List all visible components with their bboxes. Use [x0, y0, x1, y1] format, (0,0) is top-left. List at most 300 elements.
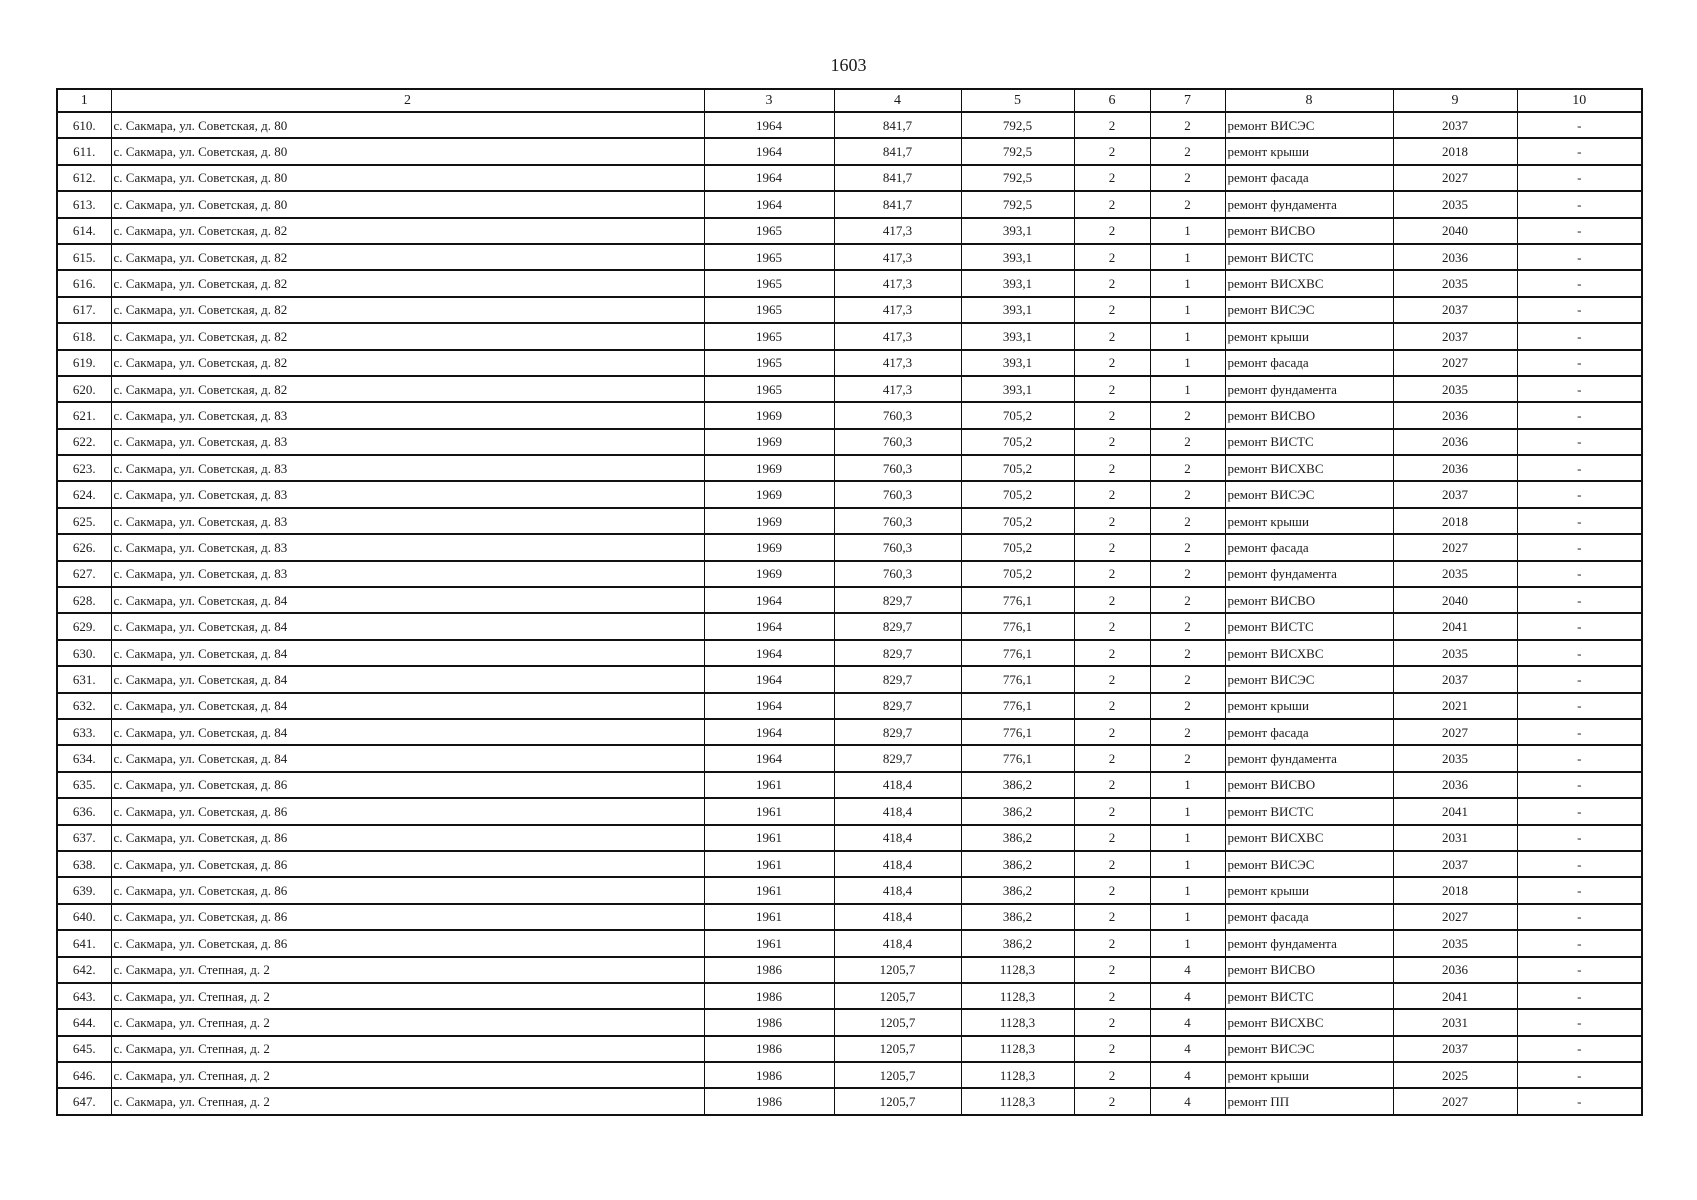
cell-floors: 2 — [1074, 666, 1150, 692]
cell-entrances: 1 — [1150, 350, 1225, 376]
cell-living-area: 705,2 — [961, 402, 1074, 428]
cell-address: с. Сакмара, ул. Степная, д. 2 — [111, 983, 704, 1009]
cell-living-area: 705,2 — [961, 561, 1074, 587]
cell-address: с. Сакмара, ул. Советская, д. 86 — [111, 877, 704, 903]
cell-address: с. Сакмара, ул. Советская, д. 84 — [111, 587, 704, 613]
cell-address: с. Сакмара, ул. Советская, д. 84 — [111, 613, 704, 639]
cell-entrances: 2 — [1150, 402, 1225, 428]
cell-floors: 2 — [1074, 402, 1150, 428]
cell-row-number: 647. — [57, 1088, 111, 1114]
cell-planned-year: 2037 — [1393, 297, 1517, 323]
cell-floors: 2 — [1074, 244, 1150, 270]
table-row — [57, 508, 1642, 534]
cell-total-area: 829,7 — [834, 587, 961, 613]
cell-note: - — [1517, 191, 1642, 217]
cell-address: с. Сакмара, ул. Советская, д. 82 — [111, 297, 704, 323]
cell-row-number: 644. — [57, 1009, 111, 1035]
cell-living-area: 792,5 — [961, 165, 1074, 191]
cell-repair-type: ремонт ВИСВО — [1225, 218, 1393, 244]
cell-entrances: 2 — [1150, 191, 1225, 217]
cell-floors: 2 — [1074, 191, 1150, 217]
cell-living-area: 776,1 — [961, 745, 1074, 771]
cell-note: - — [1517, 138, 1642, 164]
cell-floors: 2 — [1074, 957, 1150, 983]
cell-note: - — [1517, 957, 1642, 983]
cell-entrances: 4 — [1150, 1009, 1225, 1035]
table-row — [57, 798, 1642, 824]
table-row — [57, 244, 1642, 270]
cell-build-year: 1986 — [704, 1062, 834, 1088]
cell-floors: 2 — [1074, 904, 1150, 930]
cell-address: с. Сакмара, ул. Степная, д. 2 — [111, 957, 704, 983]
cell-floors: 2 — [1074, 508, 1150, 534]
cell-build-year: 1965 — [704, 218, 834, 244]
cell-row-number: 621. — [57, 402, 111, 428]
table-row — [57, 983, 1642, 1009]
cell-floors: 2 — [1074, 1062, 1150, 1088]
cell-floors: 2 — [1074, 877, 1150, 903]
cell-total-area: 760,3 — [834, 561, 961, 587]
cell-entrances: 1 — [1150, 297, 1225, 323]
cell-entrances: 2 — [1150, 719, 1225, 745]
cell-address: с. Сакмара, ул. Советская, д. 83 — [111, 561, 704, 587]
cell-note: - — [1517, 376, 1642, 402]
cell-repair-type: ремонт фасада — [1225, 165, 1393, 191]
cell-repair-type: ремонт ВИСВО — [1225, 957, 1393, 983]
cell-entrances: 2 — [1150, 112, 1225, 138]
cell-row-number: 634. — [57, 745, 111, 771]
cell-repair-type: ремонт крыши — [1225, 138, 1393, 164]
cell-living-area: 393,1 — [961, 270, 1074, 296]
cell-build-year: 1969 — [704, 455, 834, 481]
cell-floors: 2 — [1074, 640, 1150, 666]
cell-floors: 2 — [1074, 112, 1150, 138]
cell-floors: 2 — [1074, 323, 1150, 349]
cell-planned-year: 2040 — [1393, 587, 1517, 613]
table-row — [57, 1088, 1642, 1114]
cell-row-number: 612. — [57, 165, 111, 191]
cell-floors: 2 — [1074, 745, 1150, 771]
cell-repair-type: ремонт ВИСЭС — [1225, 481, 1393, 507]
cell-repair-type: ремонт фундамента — [1225, 376, 1393, 402]
cell-build-year: 1964 — [704, 719, 834, 745]
cell-note: - — [1517, 270, 1642, 296]
cell-note: - — [1517, 825, 1642, 851]
table-header — [57, 89, 1642, 112]
cell-repair-type: ремонт ВИСХВС — [1225, 640, 1393, 666]
cell-total-area: 760,3 — [834, 455, 961, 481]
cell-total-area: 841,7 — [834, 191, 961, 217]
cell-floors: 2 — [1074, 1009, 1150, 1035]
column-header-8: 8 — [1225, 89, 1393, 112]
table-row — [57, 138, 1642, 164]
cell-note: - — [1517, 297, 1642, 323]
cell-build-year: 1964 — [704, 693, 834, 719]
cell-total-area: 841,7 — [834, 138, 961, 164]
cell-entrances: 2 — [1150, 534, 1225, 560]
cell-build-year: 1965 — [704, 270, 834, 296]
cell-planned-year: 2031 — [1393, 825, 1517, 851]
cell-floors: 2 — [1074, 376, 1150, 402]
table-row — [57, 930, 1642, 956]
cell-address: с. Сакмара, ул. Советская, д. 83 — [111, 429, 704, 455]
cell-build-year: 1986 — [704, 1088, 834, 1114]
cell-address: с. Сакмара, ул. Советская, д. 86 — [111, 851, 704, 877]
cell-note: - — [1517, 508, 1642, 534]
table-row — [57, 1062, 1642, 1088]
cell-note: - — [1517, 851, 1642, 877]
cell-total-area: 418,4 — [834, 772, 961, 798]
cell-row-number: 616. — [57, 270, 111, 296]
cell-planned-year: 2036 — [1393, 429, 1517, 455]
cell-repair-type: ремонт ВИСХВС — [1225, 1009, 1393, 1035]
cell-build-year: 1961 — [704, 877, 834, 903]
cell-row-number: 643. — [57, 983, 111, 1009]
table-row — [57, 904, 1642, 930]
table-row — [57, 640, 1642, 666]
cell-living-area: 792,5 — [961, 138, 1074, 164]
cell-row-number: 613. — [57, 191, 111, 217]
cell-living-area: 393,1 — [961, 376, 1074, 402]
cell-living-area: 1128,3 — [961, 1088, 1074, 1114]
cell-entrances: 1 — [1150, 825, 1225, 851]
cell-repair-type: ремонт ВИСЭС — [1225, 112, 1393, 138]
cell-repair-type: ремонт ВИСВО — [1225, 587, 1393, 613]
cell-total-area: 829,7 — [834, 640, 961, 666]
cell-address: с. Сакмара, ул. Советская, д. 80 — [111, 112, 704, 138]
cell-address: с. Сакмара, ул. Советская, д. 86 — [111, 798, 704, 824]
cell-row-number: 617. — [57, 297, 111, 323]
cell-address: с. Сакмара, ул. Советская, д. 84 — [111, 693, 704, 719]
cell-living-area: 386,2 — [961, 851, 1074, 877]
cell-note: - — [1517, 904, 1642, 930]
cell-repair-type: ремонт фасада — [1225, 350, 1393, 376]
cell-total-area: 760,3 — [834, 402, 961, 428]
cell-entrances: 4 — [1150, 1062, 1225, 1088]
cell-floors: 2 — [1074, 455, 1150, 481]
cell-note: - — [1517, 613, 1642, 639]
cell-total-area: 417,3 — [834, 244, 961, 270]
cell-entrances: 1 — [1150, 877, 1225, 903]
cell-address: с. Сакмара, ул. Советская, д. 83 — [111, 534, 704, 560]
cell-address: с. Сакмара, ул. Советская, д. 82 — [111, 350, 704, 376]
cell-total-area: 829,7 — [834, 693, 961, 719]
cell-note: - — [1517, 1062, 1642, 1088]
cell-row-number: 627. — [57, 561, 111, 587]
cell-planned-year: 2027 — [1393, 534, 1517, 560]
cell-planned-year: 2035 — [1393, 376, 1517, 402]
table-row — [57, 270, 1642, 296]
cell-entrances: 1 — [1150, 798, 1225, 824]
cell-note: - — [1517, 1009, 1642, 1035]
cell-total-area: 1205,7 — [834, 983, 961, 1009]
cell-living-area: 705,2 — [961, 481, 1074, 507]
cell-repair-type: ремонт ПП — [1225, 1088, 1393, 1114]
cell-living-area: 1128,3 — [961, 983, 1074, 1009]
table-row — [57, 666, 1642, 692]
cell-repair-type: ремонт фасада — [1225, 904, 1393, 930]
cell-build-year: 1965 — [704, 376, 834, 402]
cell-total-area: 418,4 — [834, 798, 961, 824]
cell-total-area: 417,3 — [834, 270, 961, 296]
cell-floors: 2 — [1074, 587, 1150, 613]
cell-entrances: 2 — [1150, 481, 1225, 507]
cell-row-number: 619. — [57, 350, 111, 376]
cell-repair-type: ремонт ВИСХВС — [1225, 455, 1393, 481]
cell-planned-year: 2025 — [1393, 1062, 1517, 1088]
column-header-3: 3 — [704, 89, 834, 112]
cell-address: с. Сакмара, ул. Советская, д. 83 — [111, 508, 704, 534]
cell-total-area: 1205,7 — [834, 1062, 961, 1088]
cell-build-year: 1964 — [704, 138, 834, 164]
table-row — [57, 402, 1642, 428]
cell-build-year: 1969 — [704, 508, 834, 534]
cell-planned-year: 2027 — [1393, 904, 1517, 930]
cell-living-area: 1128,3 — [961, 1009, 1074, 1035]
cell-build-year: 1964 — [704, 112, 834, 138]
column-header-7: 7 — [1150, 89, 1225, 112]
cell-entrances: 2 — [1150, 455, 1225, 481]
cell-living-area: 386,2 — [961, 877, 1074, 903]
table-row — [57, 587, 1642, 613]
cell-planned-year: 2027 — [1393, 350, 1517, 376]
cell-entrances: 1 — [1150, 376, 1225, 402]
cell-row-number: 642. — [57, 957, 111, 983]
cell-row-number: 628. — [57, 587, 111, 613]
cell-entrances: 1 — [1150, 851, 1225, 877]
cell-build-year: 1969 — [704, 481, 834, 507]
cell-floors: 2 — [1074, 1088, 1150, 1114]
cell-row-number: 625. — [57, 508, 111, 534]
cell-address: с. Сакмара, ул. Советская, д. 82 — [111, 376, 704, 402]
cell-entrances: 4 — [1150, 957, 1225, 983]
cell-living-area: 386,2 — [961, 825, 1074, 851]
cell-address: с. Сакмара, ул. Советская, д. 84 — [111, 640, 704, 666]
cell-address: с. Сакмара, ул. Советская, д. 86 — [111, 930, 704, 956]
cell-living-area: 393,1 — [961, 297, 1074, 323]
cell-floors: 2 — [1074, 719, 1150, 745]
cell-build-year: 1969 — [704, 561, 834, 587]
cell-living-area: 705,2 — [961, 429, 1074, 455]
cell-floors: 2 — [1074, 983, 1150, 1009]
cell-repair-type: ремонт ВИСЭС — [1225, 1036, 1393, 1062]
cell-floors: 2 — [1074, 693, 1150, 719]
cell-address: с. Сакмара, ул. Советская, д. 84 — [111, 745, 704, 771]
cell-living-area: 776,1 — [961, 587, 1074, 613]
cell-row-number: 620. — [57, 376, 111, 402]
cell-repair-type: ремонт ВИСТС — [1225, 244, 1393, 270]
cell-entrances: 4 — [1150, 1088, 1225, 1114]
cell-living-area: 776,1 — [961, 640, 1074, 666]
cell-planned-year: 2041 — [1393, 613, 1517, 639]
cell-living-area: 386,2 — [961, 772, 1074, 798]
cell-row-number: 638. — [57, 851, 111, 877]
table-row — [57, 323, 1642, 349]
cell-planned-year: 2037 — [1393, 481, 1517, 507]
table-row — [57, 455, 1642, 481]
cell-total-area: 1205,7 — [834, 1088, 961, 1114]
cell-floors: 2 — [1074, 481, 1150, 507]
cell-repair-type: ремонт фундамента — [1225, 930, 1393, 956]
cell-note: - — [1517, 534, 1642, 560]
table-row — [57, 745, 1642, 771]
cell-repair-type: ремонт фасада — [1225, 534, 1393, 560]
cell-row-number: 632. — [57, 693, 111, 719]
cell-build-year: 1964 — [704, 587, 834, 613]
cell-entrances: 2 — [1150, 693, 1225, 719]
cell-planned-year: 2035 — [1393, 561, 1517, 587]
cell-entrances: 2 — [1150, 745, 1225, 771]
cell-floors: 2 — [1074, 165, 1150, 191]
cell-planned-year: 2041 — [1393, 983, 1517, 1009]
cell-note: - — [1517, 429, 1642, 455]
cell-floors: 2 — [1074, 561, 1150, 587]
cell-build-year: 1986 — [704, 1009, 834, 1035]
cell-build-year: 1965 — [704, 323, 834, 349]
cell-note: - — [1517, 930, 1642, 956]
cell-planned-year: 2036 — [1393, 402, 1517, 428]
cell-floors: 2 — [1074, 138, 1150, 164]
cell-repair-type: ремонт ВИСВО — [1225, 402, 1393, 428]
cell-note: - — [1517, 666, 1642, 692]
cell-planned-year: 2037 — [1393, 851, 1517, 877]
cell-build-year: 1964 — [704, 191, 834, 217]
table-row — [57, 534, 1642, 560]
cell-living-area: 705,2 — [961, 508, 1074, 534]
cell-entrances: 1 — [1150, 323, 1225, 349]
cell-living-area: 386,2 — [961, 930, 1074, 956]
cell-address: с. Сакмара, ул. Советская, д. 84 — [111, 666, 704, 692]
cell-total-area: 760,3 — [834, 508, 961, 534]
cell-total-area: 418,4 — [834, 877, 961, 903]
cell-build-year: 1961 — [704, 798, 834, 824]
table-row — [57, 825, 1642, 851]
cell-floors: 2 — [1074, 297, 1150, 323]
cell-planned-year: 2035 — [1393, 640, 1517, 666]
cell-floors: 2 — [1074, 218, 1150, 244]
cell-planned-year: 2035 — [1393, 191, 1517, 217]
cell-address: с. Сакмара, ул. Советская, д. 80 — [111, 138, 704, 164]
cell-address: с. Сакмара, ул. Советская, д. 86 — [111, 904, 704, 930]
column-header-1: 1 — [57, 89, 111, 112]
cell-floors: 2 — [1074, 1036, 1150, 1062]
cell-total-area: 1205,7 — [834, 1036, 961, 1062]
cell-note: - — [1517, 772, 1642, 798]
cell-floors: 2 — [1074, 851, 1150, 877]
cell-living-area: 393,1 — [961, 323, 1074, 349]
cell-build-year: 1961 — [704, 825, 834, 851]
table-row — [57, 1036, 1642, 1062]
cell-build-year: 1986 — [704, 957, 834, 983]
column-header-2: 2 — [111, 89, 704, 112]
cell-entrances: 1 — [1150, 270, 1225, 296]
cell-note: - — [1517, 218, 1642, 244]
table-row — [57, 877, 1642, 903]
cell-repair-type: ремонт фундамента — [1225, 191, 1393, 217]
table-row — [57, 112, 1642, 138]
cell-living-area: 792,5 — [961, 191, 1074, 217]
table-row — [57, 350, 1642, 376]
cell-note: - — [1517, 877, 1642, 903]
cell-row-number: 629. — [57, 613, 111, 639]
cell-address: с. Сакмара, ул. Степная, д. 2 — [111, 1062, 704, 1088]
cell-address: с. Сакмара, ул. Советская, д. 84 — [111, 719, 704, 745]
column-header-4: 4 — [834, 89, 961, 112]
cell-repair-type: ремонт ВИСХВС — [1225, 825, 1393, 851]
cell-planned-year: 2027 — [1393, 719, 1517, 745]
cell-living-area: 393,1 — [961, 350, 1074, 376]
cell-row-number: 623. — [57, 455, 111, 481]
cell-total-area: 417,3 — [834, 297, 961, 323]
cell-total-area: 417,3 — [834, 323, 961, 349]
cell-living-area: 393,1 — [961, 244, 1074, 270]
table-row — [57, 561, 1642, 587]
cell-repair-type: ремонт фасада — [1225, 719, 1393, 745]
cell-address: с. Сакмара, ул. Советская, д. 82 — [111, 323, 704, 349]
cell-address: с. Сакмара, ул. Советская, д. 86 — [111, 825, 704, 851]
cell-build-year: 1965 — [704, 244, 834, 270]
cell-row-number: 640. — [57, 904, 111, 930]
cell-planned-year: 2035 — [1393, 270, 1517, 296]
cell-entrances: 2 — [1150, 640, 1225, 666]
cell-row-number: 615. — [57, 244, 111, 270]
cell-living-area: 393,1 — [961, 218, 1074, 244]
cell-build-year: 1986 — [704, 1036, 834, 1062]
cell-build-year: 1961 — [704, 930, 834, 956]
cell-repair-type: ремонт ВИСВО — [1225, 772, 1393, 798]
cell-planned-year: 2018 — [1393, 508, 1517, 534]
cell-total-area: 1205,7 — [834, 1009, 961, 1035]
cell-repair-type: ремонт ВИСЭС — [1225, 851, 1393, 877]
cell-living-area: 1128,3 — [961, 1036, 1074, 1062]
cell-planned-year: 2018 — [1393, 138, 1517, 164]
table-row — [57, 1009, 1642, 1035]
cell-row-number: 631. — [57, 666, 111, 692]
cell-note: - — [1517, 402, 1642, 428]
cell-address: с. Сакмара, ул. Степная, д. 2 — [111, 1009, 704, 1035]
cell-planned-year: 2041 — [1393, 798, 1517, 824]
cell-entrances: 2 — [1150, 561, 1225, 587]
cell-build-year: 1964 — [704, 165, 834, 191]
table-row — [57, 297, 1642, 323]
cell-planned-year: 2036 — [1393, 455, 1517, 481]
cell-row-number: 622. — [57, 429, 111, 455]
cell-row-number: 637. — [57, 825, 111, 851]
table-row — [57, 693, 1642, 719]
cell-row-number: 614. — [57, 218, 111, 244]
cell-build-year: 1969 — [704, 402, 834, 428]
cell-entrances: 2 — [1150, 613, 1225, 639]
cell-build-year: 1964 — [704, 640, 834, 666]
cell-row-number: 641. — [57, 930, 111, 956]
cell-planned-year: 2037 — [1393, 112, 1517, 138]
cell-build-year: 1964 — [704, 745, 834, 771]
cell-repair-type: ремонт фундамента — [1225, 745, 1393, 771]
cell-entrances: 2 — [1150, 138, 1225, 164]
cell-note: - — [1517, 798, 1642, 824]
cell-total-area: 829,7 — [834, 613, 961, 639]
column-header-6: 6 — [1074, 89, 1150, 112]
cell-row-number: 624. — [57, 481, 111, 507]
cell-planned-year: 2027 — [1393, 1088, 1517, 1114]
cell-planned-year: 2031 — [1393, 1009, 1517, 1035]
cell-note: - — [1517, 587, 1642, 613]
cell-total-area: 841,7 — [834, 112, 961, 138]
cell-living-area: 705,2 — [961, 455, 1074, 481]
cell-repair-type: ремонт крыши — [1225, 323, 1393, 349]
cell-repair-type: ремонт крыши — [1225, 693, 1393, 719]
cell-note: - — [1517, 481, 1642, 507]
